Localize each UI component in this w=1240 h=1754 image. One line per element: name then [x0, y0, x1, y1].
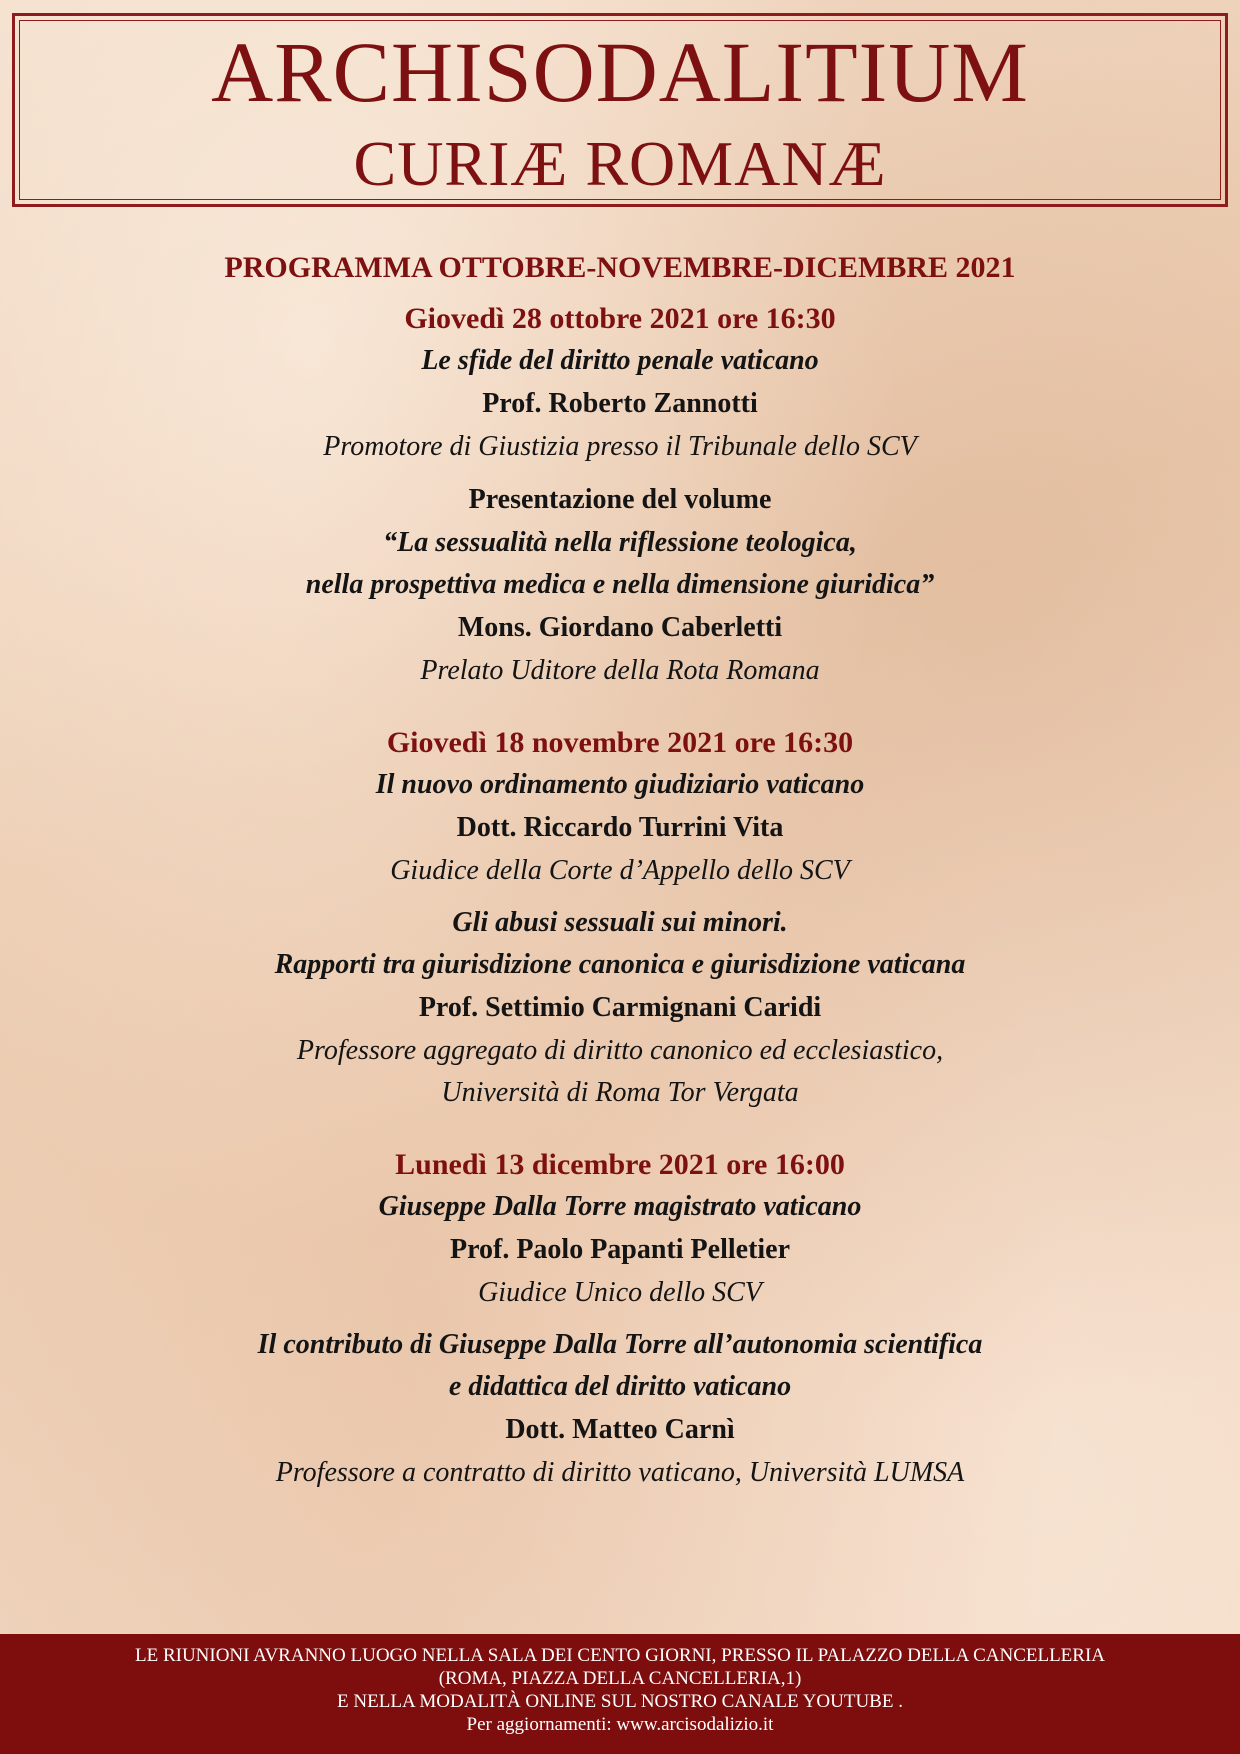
page-subtitle: CURIÆ ROMANÆ [353, 128, 887, 199]
event-date: Lunedì 13 dicembre 2021 ore 16:00 [395, 1148, 845, 1181]
talk-speaker: Mons. Giordano Caberletti [457, 612, 783, 643]
event-date: Giovedì 28 ottobre 2021 ore 16:30 [404, 302, 836, 335]
talk-speaker: Prof. Paolo Papanti Pelletier [449, 1234, 791, 1265]
talk-topic: Gli abusi sessuali sui minori. [452, 907, 788, 938]
program-content [0, 246, 1240, 1494]
speaker-role: Giudice Unico dello SCV [478, 1277, 762, 1308]
talk-topic: Le sfide del diritto penale vaticano [421, 345, 819, 376]
page-title: ARCHISODALITIUM [211, 24, 1029, 120]
talk-topic: “La sessualità nella riflessione teologica, [383, 527, 857, 558]
speaker-role: Università di Roma Tor Vergata [441, 1077, 799, 1108]
talk-topic: Giuseppe Dalla Torre magistrato vaticano [378, 1191, 862, 1222]
footer-line: (ROMA, PIAZZA DELLA CANCELLERIA,1) [438, 1668, 802, 1689]
footer-line: E NELLA MODALITÀ ONLINE SUL NOSTRO CANALE YOUTUBE . [337, 1691, 903, 1712]
event-block [0, 722, 1240, 1114]
footer-line: Per aggiornamenti: www.arcisodalizio.it [466, 1714, 774, 1735]
talk-intro: Presentazione del volume [468, 484, 772, 515]
talk-speaker: Dott. Matteo Carnì [505, 1414, 735, 1445]
footer-line: LE RIUNIONI AVRANNO LUOGO NELLA SALA DEI CENTO GIORNI, PRESSO IL PALAZZO DELLA CANCELLERIA [134, 1645, 1106, 1666]
footer-banner [0, 1634, 1240, 1754]
talk-speaker: Dott. Riccardo Turrini Vita [456, 812, 784, 843]
speaker-role: Giudice della Corte d’Appello dello SCV [390, 855, 850, 886]
event-block [0, 1144, 1240, 1494]
talk-speaker: Prof. Roberto Zannotti [482, 388, 758, 419]
talk-topic: Il contributo di Giuseppe Dalla Torre all’autonomia scientifica [257, 1329, 983, 1360]
speaker-role: Professore a contratto di diritto vaticano, Università LUMSA [275, 1457, 965, 1488]
event-block [0, 298, 1240, 692]
speaker-role: Professore aggregato di diritto canonico ed ecclesiastico, [296, 1035, 944, 1066]
talk-topic: Il nuovo ordinamento giudiziario vaticano [375, 769, 865, 800]
talk-topic: Rapporti tra giurisdizione canonica e giurisdizione vaticana [274, 949, 966, 980]
program-heading: PROGRAMMA OTTOBRE-NOVEMBRE-DICEMBRE 2021 [224, 251, 1016, 284]
speaker-role: Promotore di Giustizia presso il Tribunale dello SCV [323, 431, 917, 462]
talk-speaker: Prof. Settimio Carmignani Caridi [418, 992, 822, 1023]
talk-topic: nella prospettiva medica e nella dimensione giuridica” [305, 569, 935, 600]
talk-topic: e didattica del diritto vaticano [448, 1371, 792, 1402]
speaker-role: Prelato Uditore della Rota Romana [420, 655, 820, 686]
event-date: Giovedì 18 novembre 2021 ore 16:30 [386, 726, 854, 759]
